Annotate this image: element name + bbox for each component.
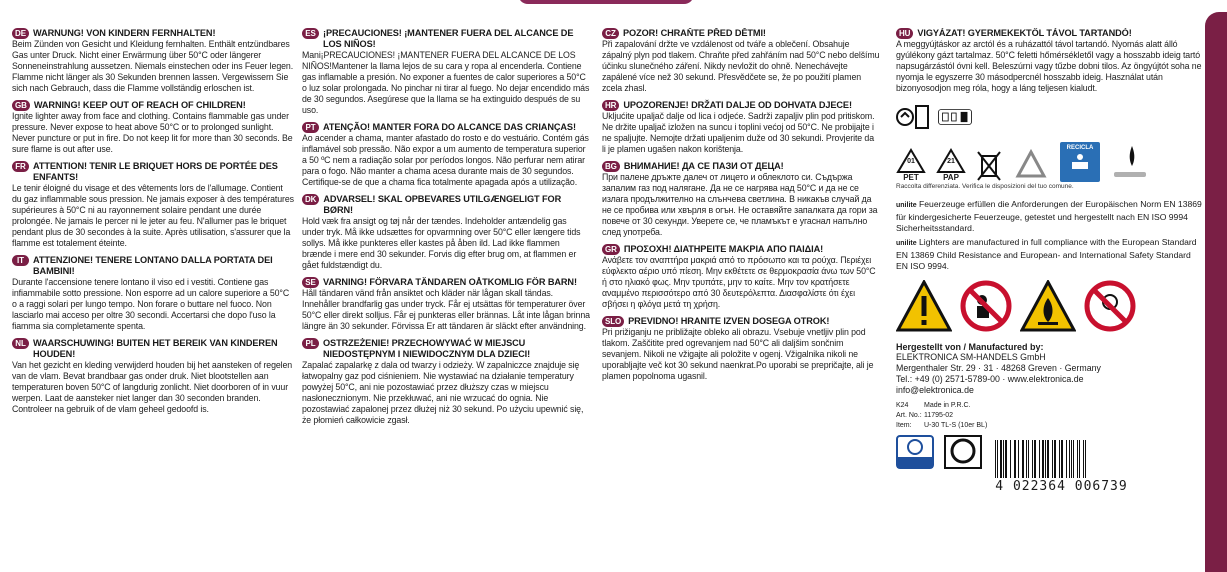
section-title: WARNUNG! VON KINDERN FERNHALTEN! [33,28,216,38]
top-band [0,0,1227,22]
section-title: UPOZORENJE! DRŽATI DALJE OD DOHVATA DJECE! [623,100,852,110]
warning-section-se [302,277,590,332]
section-heading [302,277,590,288]
section-body: Van het gezicht en kleding verwijderd houden bij het aansteken of regelen van de vlam. Bevat brandbaar gas onder druk. Niet blootstellen aan temperaturen boven 50°C of langdurig zonlicht. Niet doorboren of in vuur werpen. Laat de aansteker niet langer dan 30 seconden branden. Controleer na gebruik of de vlam geheel gedoofd is. [12,360,293,414]
ean-barcode [995,440,1127,494]
section-body: Le tenir éloigné du visage et des vêtements lors de l'allumage. Contient du gaz inflammable sous pression. Ne jamais exposer à des températures supérieures à 50°C ni au rayonnement solaire pendant une durée prolongée. Ne jamais le percer ni le jeter au feu. N'allumer pas le briquet pendant plus de 30 secondes à la suite. Après utilisation, s'assurer que la flamme est totalement éteinte. [12,183,294,248]
language-code-badge: NL [12,338,29,349]
warning-section-dk [302,194,590,271]
language-code-badge: ES [302,28,319,39]
language-code-badge: HR [602,100,619,111]
flammable-icon [1020,280,1076,332]
language-code-badge: FR [12,161,29,172]
language-code-badge: IT [12,255,29,266]
warning-section-nl [12,338,294,415]
section-heading [12,338,294,360]
lighter-flame-icon [1110,142,1150,182]
manufacturer-heading: Hergestellt von / Manufactured by: [896,341,1044,352]
warning-section-hu [896,28,1202,94]
no-sun-50c-icon [1084,280,1136,332]
hand-recycle-icon [896,100,930,134]
language-code-badge: PL [302,338,319,349]
crossed-bin-icon [976,148,1002,182]
section-heading [12,28,294,39]
section-body: Håll tändaren vänd från ansiktet och kläder när lågan skall tändas. Innehåller brandfarlig gas under tryck. Får ej utsättas för temperaturer över 50°C eller direkt solljus. Får ej punkteras eller brännas. Låt inte lågan brinna längre än 30 sekunder. Förvissa Er att tändaren är släckt efter användning. [302,288,590,331]
language-code-badge: CZ [602,28,619,39]
section-title: ATTENTION! TENIR LE BRIQUET HORS DE PORTÉE DES ENFANTS! [33,161,278,182]
meta-row: Item: U-30 TL-S (10er BL) [896,421,988,429]
column-4 [896,28,1202,572]
section-title: ΠΡΟΣΟΧΗ! ΔΙΑΤΗΡΕΙΤΕ ΜΑΚΡΙΑ ΑΠΟ ΠΑΙΔΙΑ! [623,244,824,254]
triangle-hazard-icon [896,280,952,332]
section-title: ADVARSEL! SKAL OPBEVARES UTILGÆNGELIGT FOR BØRN! [323,194,562,215]
section-body: Beim Zünden von Gesicht und Kleidung fernhalten. Enthält entzündbares Gas unter Druck. Nicht einer Erwärmung über 50°C oder längerer Sonneneinstrahlung aussetzen. Niemals einstechen oder ins Feuer legen. Flamme nicht länger als 30 Sekunden brennen lassen. Vergewissern Sie sich nach Gebrauch, dass die Flamme vollständig erloschen ist. [12,39,294,93]
warning-section-gr [602,244,880,310]
language-code-badge: GB [12,100,30,111]
language-code-badge: BG [602,161,620,172]
label-columns [0,28,1205,572]
section-heading [602,316,880,327]
warning-section-fr [12,161,294,249]
recicla-logo: RECICLA [1060,142,1100,182]
section-body: При палене дръжте далеч от лицето и облеклото си. Съдържа запалим газ под налягане. Да не се нагрява над 50°C и да не се излага продължително на слънчева светлина. В никакъв случай да не се пробива или хвърля в огън. Не оставяйте запалката да гори за повече от 30 секунди. Уверете се, че пламъкът е угаснал напълно след употреба. [602,172,878,237]
section-title: POZOR! CHRAŇTE PŘED DĚTMI! [623,28,766,38]
language-code-badge: SLO [602,316,624,327]
column-2 [302,28,590,572]
section-title: WAARSCHUWING! BUITEN HET BEREIK VAN KINDEREN HOUDEN! [33,338,278,359]
section-body: A meggyújtáskor az arctól és a ruházattól távol tartandó. Nyomás alatt álló gyúlékony gázt tartalmaz. 50°C feletti hőmérsékletől vagy a hosszabb ideig tartó napsugárzástól óvni kell. Beleszúrni vagy tűzbe dobni tilos. Az öngyújtót soha ne nyomja le egyszerre 30 másodpercnél hosszabb ideig. Használat után bizonyosodjon meg róla, hogy a láng teljesen kialudt. [896,39,1202,93]
section-body: Ignite lighter away from face and clothing. Contains flammable gas under pressure. Never expose to heat above 50°C or to prolonged sunlight. Never puncture or put in fire. Do not keep lit for more than 30 seconds. Be sure flame is out after use. [12,111,293,154]
warning-section-pt [302,122,590,188]
section-title: ATTENZIONE! TENERE LONTANO DALLA PORTATA DEI BAMBINI! [33,255,273,276]
section-heading [12,255,294,277]
pap-recycle-symbol: 21 PAP [936,148,966,182]
side-accent-bar [1205,12,1227,572]
section-title: ВНИМАНИЕ! ДА СЕ ПАЗИ ОТ ДЕЦА! [623,161,784,171]
standards-en: unilite Lighters are manufactured in full compliance with the European Standard EN 13869 Child Resistance and European- and International Safety Standard EN ISO 9994. [896,237,1197,271]
certification-marks [896,435,987,469]
language-code-badge: DE [12,28,29,39]
section-heading [302,338,590,360]
warning-section-slo [602,316,880,382]
section-body: Pri prižiganju ne približajte obleko ali obrazu. Vsebuje vnetljiv plin pod tlakom. Zaščitite pred ogrevanjem nad 50°C ali daljšim sončnim sevanjem. Nikoli ne vžigajte ali položite v ogenj. Vžigalnika nikoli ne uporabljajte več kot 30 sekund naenkrat.Po uporabi se prepričajte, ali je plamen popolnoma ugasnil. [602,327,874,381]
section-title: WARNING! KEEP OUT OF REACH OF CHILDREN! [33,100,246,110]
section-heading [302,122,590,133]
section-body: Hold væk fra ansigt og tøj når der tændes. Indeholder antændelig gas under tryk. Må ikke udsættes for opvarmning over 50°C eller længere tids sollys. Må ikke punkteres eller kastes på åben ild. Lad ikke flammen brænde i mere end 30 sekunder. Forvis dig efter brug om, at flammen er gået fuldstændigt du. [302,216,581,270]
column-1 [12,28,294,572]
warning-section-hr [602,100,880,155]
section-heading [602,244,880,255]
warning-section-pl [302,338,590,426]
warning-section-gb [12,100,294,155]
brand-name: unilite [896,240,917,248]
section-body: Při zapalování držte ve vzdálenost od tváře a oblečení. Obsahuje zápalný plyn pod tlakem. Chraňte před zahřáním nad 50°C nebo delšímu účinku slunečného záření. Nikdy nevložit do ohně. Nenechávejte zapálené více než 30 sekund. Přesvědčete se, že po použití plamen zcela zhasl. [602,39,880,93]
meta-row: Art. No.: 11795-02 [896,411,954,419]
section-body: Ao acender a chama, manter afastado do rosto e do vestuário. Contém gás inflamável sob pressão. Não expor a um aumento de temperatura superior a 50 ºC nem a radiação solar por períodos longos. Não perfurar nem atirar para o fogo. Não manter a chama acesa durante mais de 30 segundos. Certifique-se de que a chama fica totalmente apagada após a utilização. [302,133,589,187]
language-code-badge: GR [602,244,620,255]
section-title: OSTRZEŻENIE! PRZECHOWYWAĆ W MIEJSCU NIEDOSTĘPNYM I NIEWIDOCZNYM DLA DZIECI! [323,338,531,359]
section-heading [12,100,294,111]
section-heading [302,28,590,50]
warning-section-it [12,255,294,332]
section-title: VARNING! FÖRVARA TÄNDAREN OÅTKOMLIG FÖR BARN! [323,277,577,287]
section-body: Zapalać zapalarkę z dala od twarzy i odzieży. W zapalniczce znajduje się łatwopalny gaz pod ciśnieniem. Nie wystawiać na działanie temperatury powyżej 50°C, ani nie pozostawiać przez dłuższy czas w miejscu nasłonecznionym. Nie przekłuwać, ani nie wrzucać do ognia. Nie pozostawiać zapalonej przez dłużej niż 30 sekund. Po użyciu upewnić się, że płomień całkowicie zgasł. [302,360,584,425]
barcode-number: 4 022364 006739 [995,478,1128,494]
section-title: PREVIDNO! HRANITE IZVEN DOSEGA OTROK! [628,316,830,326]
section-body: Mani¡PRECAUCIONES! ¡MANTENER FUERA DEL ALCANCE DE LOS NIÑOS!Mantener la llama lejos de su cara y ropa al encenderla. Contiene gas inflamable a presión. No exponer a fuentes de calor superiores a 50°C o luz solar prolongada. No pinchar ni tirar al fuego. No dejar encendido más de 30 segundos. Asegúrese que la llama se ha extinguido después de su uso. [302,50,590,115]
language-code-badge: DK [302,194,319,205]
bin-with-items-icon [938,100,972,134]
barcode-bars [995,440,1087,478]
section-heading [896,28,1202,39]
pet-recycle-symbol: 01 PET [896,148,926,182]
mobius-recycle-icon [1012,148,1050,182]
section-heading [602,161,880,172]
no-children-icon [960,280,1012,332]
recycling-symbols [896,142,1202,182]
tuv-certification-icon [896,435,934,469]
section-heading [302,194,590,216]
section-title: ATENÇÃO! MANTER FORA DO ALCANCE DAS CRIANÇAS! [323,122,576,132]
recycling-note: Raccolta differenziata. Verifica le disposizioni del tuo comune. [896,183,1074,190]
warning-section-bg [602,161,880,238]
manufacturer-details: ELEKTRONICA SM-HANDELS GmbH Mergenthaler Str. 29 · 31 · 48268 Greven · Germany Tel.: +49 (0) 2571-5789-00 · www.elektronica.de info@elektronica.de [896,351,1101,395]
top-tab-decoration [518,0,694,4]
section-heading [12,161,294,183]
warning-section-es [302,28,590,116]
section-body: Ukljućite upaljač dalje od lica i odjeće. Sadrži zapaljiv plin pod pritiskom. Ne držite upaljač izložen na suncu i toplini većoj od 50°C. Ne probijajte i ne spaljujte. Nemojte držati upaljenim duže od 30 sekundi. Provjerite da li je plamen ugašen nakon korištenja. [602,111,875,154]
section-heading [602,28,880,39]
language-code-badge: SE [302,277,319,288]
language-code-badge: HU [896,28,913,39]
meta-row: K24 Made in P.R.C. [896,401,971,409]
warning-section-cz [602,28,880,94]
standards-de: unilite Feuerzeuge erfüllen die Anforderungen der Europäischen Norm EN 13869 für kindergesicherte Feuerzeuge, getestet und hergestellt nach EN ISO 9994 Sicherheitsstandard. [896,199,1202,233]
brand-name: unilite [896,202,917,209]
section-heading [602,100,880,111]
section-body: Durante l'accensione tenere lontano il viso ed i vestiti. Contiene gas infiammabile sotto pressione. Non esporre ad un calore superiore a 50°C o a raggi solari per lungo tempo. Non forare o buttare nel fuoco. Non lasciarlo mai acceso per oltre 30 secondi. Accertarsi che dopo l'uso la fiamma sia completamente spenta. [12,277,290,331]
warning-section-de [12,28,294,94]
language-code-badge: PT [302,122,319,133]
section-body: Ανάβετε τον αναπτήρα μακριά από το πρόσωπο και τα ρούχα. Περιέχει εύφλεκτο αέριο υπό πίεση. Μην εκθέτετε σε θερμοκρασία άνω των 50°C ή στο ηλιακό φως. Μην τρυπάτε, μην το καίτε. Μην τον κρατήσετε αναμμένο περισσότερο από 30 δευτερόλεπτα. Διασφαλίστε ότι έχει σβήσει η φλόγα μετά τη χρήση. [602,255,876,309]
warning-pictograms [896,280,1202,332]
section-title: VIGYÁZAT! GYERMEKEKTŐL TÁVOL TARTANDÓ! [917,28,1132,38]
disposal-icons [896,100,1202,134]
gs-safety-icon [944,435,982,469]
column-3 [602,28,880,572]
section-title: ¡PRECAUCIONES! ¡MANTENER FUERA DEL ALCANCE DE LOS NIÑOS! [323,28,574,49]
